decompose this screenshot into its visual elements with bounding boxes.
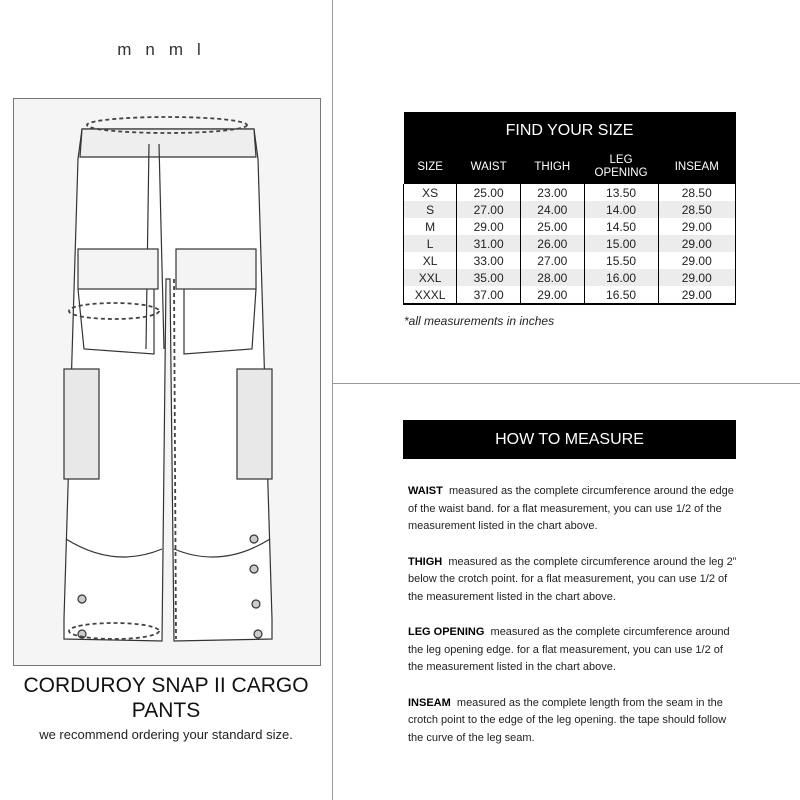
header-waist: WAIST	[457, 150, 521, 184]
product-illustration	[13, 98, 321, 666]
table-cell: 27.00	[521, 252, 584, 269]
table-cell: 14.00	[584, 201, 658, 218]
size-recommendation: we recommend ordering your standard size.	[39, 727, 293, 742]
table-cell: 15.00	[584, 235, 658, 252]
table-row	[404, 201, 736, 218]
measure-text: measured as the complete circumference around the leg opening edge. for a flat measurement, you can use 1/2 of the measurement listed in the chart above.	[408, 626, 730, 673]
table-cell: 29.00	[457, 218, 521, 235]
pants-drawing-icon	[64, 129, 272, 641]
table-cell: 33.00	[457, 252, 521, 269]
table-row	[404, 269, 736, 286]
product-title: CORDUROY SNAP II CARGO PANTS	[23, 674, 309, 722]
table-cell: 28.50	[658, 184, 735, 201]
table-cell: 16.00	[584, 269, 658, 286]
table-cell: 29.00	[658, 218, 735, 235]
measure-text: measured as the complete length from the seam in the crotch point to the edge of the leg opening. the tape should follow the curve of the leg seam.	[408, 696, 727, 744]
measure-item	[408, 554, 738, 607]
table-cell: 13.50	[584, 184, 658, 201]
measure-item	[408, 695, 738, 748]
how-to-measure-list	[408, 483, 738, 765]
measure-term: THIGH	[408, 555, 443, 568]
table-cell: 29.00	[658, 286, 735, 304]
table-row	[404, 235, 736, 252]
table-row	[404, 252, 736, 269]
measure-text: measured as the complete circumference around the edge of the waist band. for a flat measurement, you can use 1/2 of the measurement listed in the chart above.	[408, 485, 734, 532]
table-cell: 35.00	[457, 269, 521, 286]
table-cell: 16.50	[584, 286, 658, 304]
table-row	[404, 286, 736, 304]
vertical-divider	[332, 0, 333, 800]
table-cell: 29.00	[658, 252, 735, 269]
horizontal-divider	[333, 383, 800, 384]
table-row	[404, 184, 736, 201]
table-cell: 29.00	[521, 286, 584, 304]
table-cell: XXL	[404, 269, 457, 286]
table-cell: L	[404, 235, 457, 252]
table-cell: 29.00	[658, 235, 735, 252]
table-cell: XL	[404, 252, 457, 269]
measure-text: measured as the complete circumference around the leg 2” below the crotch point. for a flat measurement, you can use 1/2 of the measurement listed in the chart above.	[408, 555, 737, 603]
measure-term: LEG OPENING	[408, 626, 485, 638]
table-cell: 27.00	[457, 201, 521, 218]
table-cell: 28.50	[658, 201, 735, 218]
table-cell: M	[404, 218, 457, 235]
table-cell: 25.00	[457, 184, 521, 201]
how-to-measure-title: HOW TO MEASURE	[403, 420, 736, 459]
table-cell: XS	[404, 184, 457, 201]
table-row	[404, 218, 736, 235]
header-leg-opening: LEG OPENING	[584, 150, 658, 184]
table-cell: 23.00	[521, 184, 584, 201]
table-cell: 31.00	[457, 235, 521, 252]
table-cell: 24.00	[521, 201, 584, 218]
header-size: SIZE	[404, 150, 457, 184]
table-cell: 15.50	[584, 252, 658, 269]
table-cell: 28.00	[521, 269, 584, 286]
table-cell: 29.00	[658, 269, 735, 286]
table-cell: S	[404, 201, 457, 218]
size-chart-table	[403, 112, 736, 305]
measurement-note: *all measurements in inches	[404, 314, 555, 328]
table-cell: 26.00	[521, 235, 584, 252]
table-cell: XXXL	[404, 286, 457, 304]
header-inseam: INSEAM	[658, 150, 735, 184]
measure-item	[408, 624, 738, 677]
measure-item	[408, 483, 738, 536]
size-chart-title: FIND YOUR SIZE	[404, 112, 736, 150]
measure-term: WAIST	[408, 485, 443, 497]
table-cell: 37.00	[457, 286, 521, 304]
header-thigh: THIGH	[521, 150, 584, 184]
measure-term: INSEAM	[408, 696, 451, 709]
brand-logo: mnml	[117, 40, 215, 59]
table-cell: 14.50	[584, 218, 658, 235]
table-cell: 25.00	[521, 218, 584, 235]
